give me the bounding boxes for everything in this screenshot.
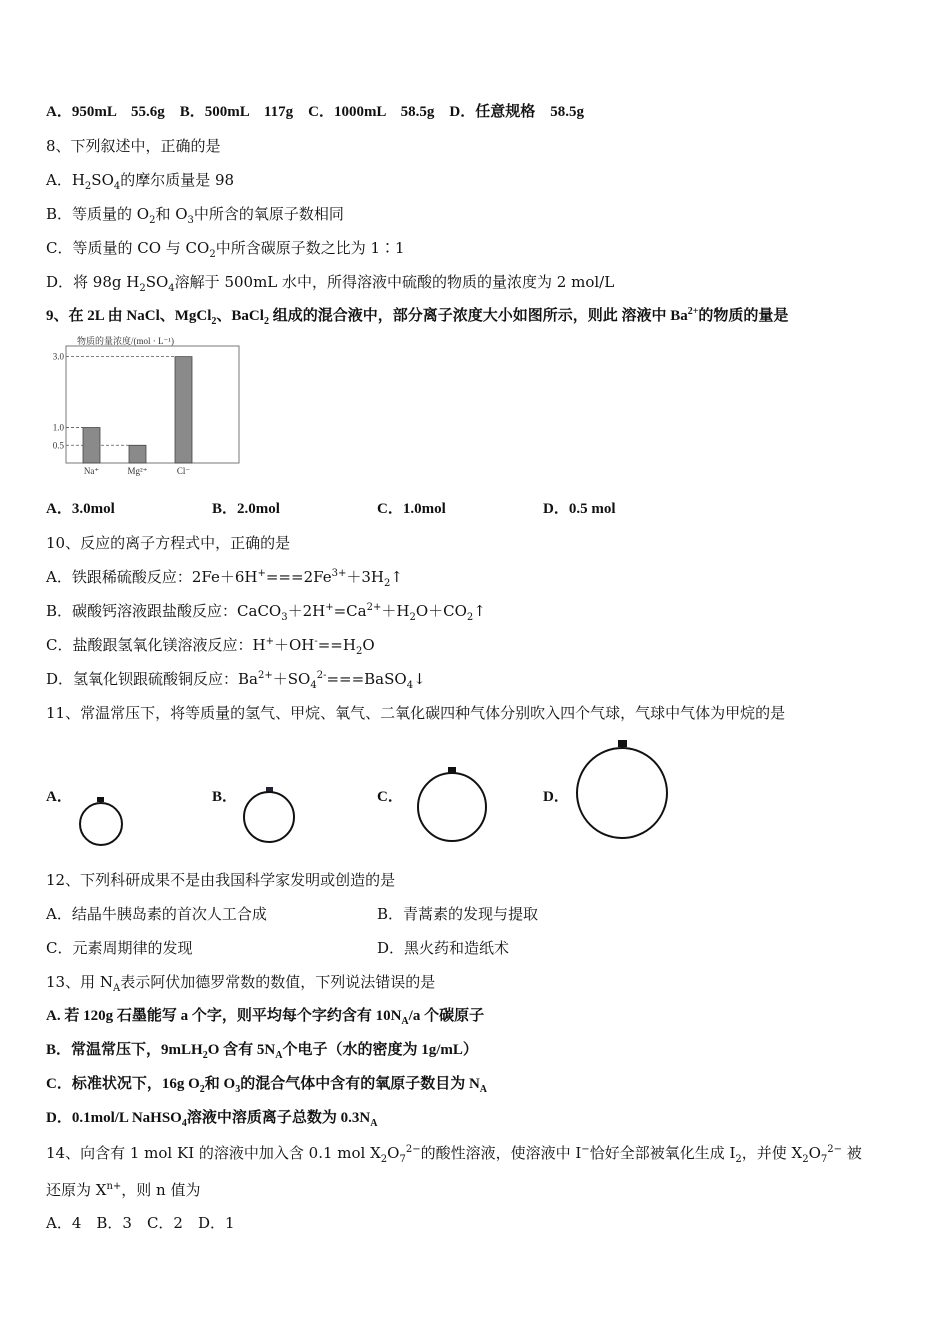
q8-option-d: D．将 98g $H_2SO_4$溶解于 500mL 水中，所得溶液中硫酸的物质的量浓度为 2 mol/L bbox=[46, 273, 615, 294]
balloon-d bbox=[577, 740, 667, 838]
q13-option-b: B．常温常压下，9mLH$_2$O 含有 $5N_A$个电子（水的密度为 1g/mL） bbox=[46, 1042, 478, 1061]
q8-option-a: A．$H_2SO_4$的摩尔质量是 98 bbox=[46, 171, 235, 192]
q11-label-b: B． bbox=[212, 789, 238, 805]
q10-option-c: C．盐酸跟氢氧化镁溶液反应：$H^++OH^-==H_2O$ bbox=[46, 636, 375, 657]
category-label-2: Cl⁻ bbox=[176, 466, 191, 476]
q10-option-a: A．铁跟稀硫酸反应：$2Fe+6H^+===2Fe^{3+}+3H_2↑$ bbox=[46, 568, 403, 589]
q7-options: A．950mL 55.6g B．500mL 117g C．1000mL 58.5g D．任意规格 58.5g bbox=[46, 104, 584, 120]
balloons-figure bbox=[0, 730, 950, 850]
bar-0 bbox=[83, 428, 100, 463]
q13-option-a: A. 若 120g 石墨能写 a 个字，则平均每个字约含有 $10N_A/a$ 个碳原子 bbox=[46, 1008, 485, 1027]
y-tick-label-2: 0.5 bbox=[52, 440, 64, 451]
q9-stem: 9、在 2L 由 NaCl、MgCl$_2$、BaCl$_2$ 组成的混合液中，部分离子浓度大小如图所示，则此 溶液中 $Ba^{2+}$的物质的量是 bbox=[46, 306, 789, 327]
ion-concentration-bar-chart bbox=[44, 334, 244, 480]
q9-option-c: C．1.0mol bbox=[377, 501, 446, 517]
q13-option-c: C．标准状况下，16g $O_2$和 $O_3$的混合气体中含有的氧原子数目为 $N_A$ bbox=[46, 1076, 488, 1095]
q8-option-b: B．等质量的 $O_2$和 $O_3$中所含的氧原子数相同 bbox=[46, 205, 344, 226]
category-label-0: Na⁺ bbox=[83, 466, 100, 476]
q11-label-d: D． bbox=[543, 789, 569, 805]
q12-option-c: C．元素周期律的发现 bbox=[46, 939, 193, 957]
chart-title: 物质的量浓度/(mol · L⁻¹) bbox=[77, 336, 174, 346]
q14-stem-line2: 还原为 $X^{n+}$，则 n 值为 bbox=[46, 1181, 201, 1199]
q13-stem: 13、用 $N_A$表示阿伏加德罗常数的数值，下列说法错误的是 bbox=[46, 973, 436, 994]
q10-option-d: D．氢氧化钡跟硫酸铜反应：$Ba^{2+}+SO_4^{2-}===BaSO_4↓$ bbox=[46, 670, 426, 691]
q14-stem-line1: 14、向含有 1 mol KI 的溶液中加入含 0.1 mol $X_2O_7^{2-}$的酸性溶液，使溶液中 I−恰好全部被氧化生成 $I_2$，并使 $X_2O_7^{2-}$ 被 bbox=[46, 1144, 862, 1165]
q8-stem: 8、下列叙述中，正确的是 bbox=[46, 137, 221, 155]
balloon-c bbox=[418, 767, 486, 841]
bar-1 bbox=[129, 445, 146, 463]
q11-stem: 11、常温常压下，将等质量的氢气、甲烷、氧气、二氧化碳四种气体分别吹入四个气球，气球中气体为甲烷的是 bbox=[46, 704, 786, 722]
q11-label-c: C． bbox=[377, 789, 403, 805]
q12-option-a: A．结晶牛胰岛素的首次人工合成 bbox=[46, 905, 267, 923]
y-tick-label-1: 1.0 bbox=[52, 422, 64, 433]
q8-option-c: C．等质量的 CO 与 $CO_2$中所含碳原子数之比为 1∶1 bbox=[46, 239, 405, 260]
q12-option-d: D．黑火药和造纸术 bbox=[377, 939, 510, 957]
category-label-1: Mg²⁺ bbox=[127, 466, 148, 476]
balloon-b bbox=[244, 787, 294, 842]
balloon-a bbox=[80, 797, 122, 845]
q11-label-a: A． bbox=[46, 789, 72, 805]
q12-option-b: B．青蒿素的发现与提取 bbox=[377, 905, 539, 923]
q9-option-d: D．0.5 mol bbox=[543, 501, 616, 517]
q13-option-d: D．0.1mol/L NaHSO$_4$溶液中溶质离子总数为 $0.3N_A$ bbox=[46, 1110, 378, 1129]
q9-option-a: A．3.0mol bbox=[46, 501, 115, 517]
bar-2 bbox=[175, 357, 192, 463]
q10-option-b: B．碳酸钙溶液跟盐酸反应：$CaCO_3+2H^+=Ca^{2+}+H_2O+CO_2↑$ bbox=[46, 602, 486, 623]
y-tick-label-0: 3.0 bbox=[52, 351, 64, 362]
q12-stem: 12、下列科研成果不是由我国科学家发明或创造的是 bbox=[46, 871, 396, 889]
q10-stem: 10、反应的离子方程式中，正确的是 bbox=[46, 534, 291, 552]
q9-option-b: B．2.0mol bbox=[212, 501, 280, 517]
q14-options: A．4 B．3 C．2 D．1 bbox=[46, 1214, 235, 1232]
